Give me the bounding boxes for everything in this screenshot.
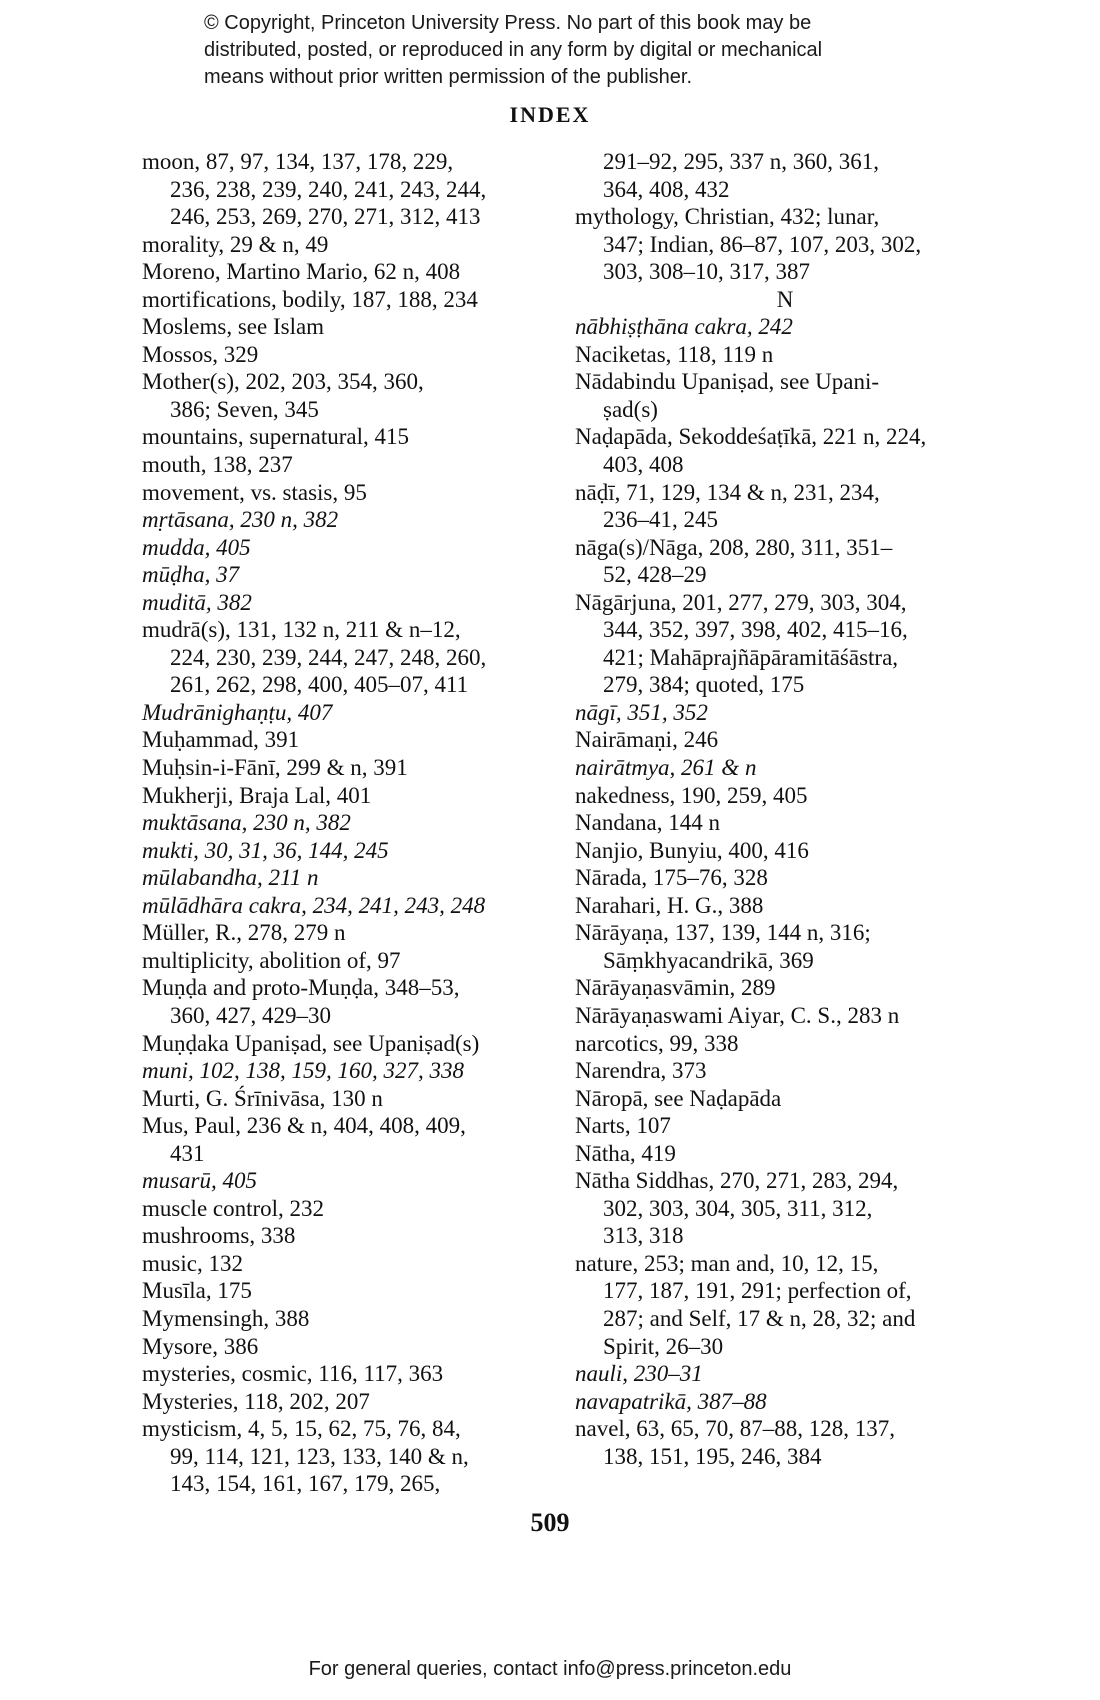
index-entry-line: 403, 408 bbox=[603, 452, 684, 478]
index-entry-line: mūlādhāra cakra, 234, 241, 243, 248 bbox=[142, 892, 486, 918]
index-entry-line: Naciketas, 118, 119 n bbox=[575, 341, 774, 367]
index-entry-line: mushrooms, 338 bbox=[142, 1223, 296, 1249]
index-entry bbox=[575, 726, 995, 754]
index-entry-line: nature, 253; man and, 10, 12, 15, bbox=[575, 1250, 879, 1276]
index-entry-line: Naḍapāda, Sekoddeśaṭīkā, 221 n, 224, bbox=[575, 424, 927, 450]
index-entry bbox=[575, 1250, 995, 1360]
index-entry bbox=[575, 1085, 995, 1113]
index-entry-line: 224, 230, 239, 244, 247, 248, 260, bbox=[170, 644, 487, 670]
index-entry-line: 177, 187, 191, 291; perfection of, bbox=[603, 1278, 912, 1304]
index-entry-line: mysticism, 4, 5, 15, 62, 75, 76, 84, bbox=[142, 1416, 461, 1442]
index-entry bbox=[575, 1057, 995, 1085]
index-entry-line: mysteries, cosmic, 116, 117, 363 bbox=[142, 1361, 444, 1387]
index-entry bbox=[575, 423, 995, 478]
index-entry-line: 431 bbox=[170, 1140, 205, 1166]
index-entry-line: movement, vs. stasis, 95 bbox=[142, 479, 367, 505]
index-entry bbox=[142, 1360, 560, 1388]
index-entry bbox=[575, 1388, 995, 1416]
index-column-left bbox=[142, 148, 560, 1498]
index-entry-line: Mudrānighaṇṭu, 407 bbox=[142, 699, 333, 725]
index-entry bbox=[575, 313, 995, 341]
index-entry bbox=[142, 1195, 560, 1223]
index-entry-line: Nairāmaṇi, 246 bbox=[575, 727, 719, 753]
index-entry-line: nābhiṣṭhāna cakra, 242 bbox=[575, 314, 793, 340]
index-entry bbox=[142, 837, 560, 865]
index-entry bbox=[575, 782, 995, 810]
copyright-line: means without prior written permission of the publisher. bbox=[204, 66, 693, 88]
index-entry bbox=[575, 974, 995, 1002]
index-entry-line: Müller, R., 278, 279 n bbox=[142, 920, 346, 946]
index-entry-line: Mus, Paul, 236 & n, 404, 408, 409, bbox=[142, 1113, 466, 1139]
index-entry-line: morality, 29 & n, 49 bbox=[142, 231, 329, 257]
index-entry bbox=[575, 1167, 995, 1250]
index-entry-line: Nandana, 144 n bbox=[575, 810, 720, 836]
index-entry bbox=[575, 203, 995, 286]
index-entry-line: 236–41, 245 bbox=[603, 507, 718, 533]
index-entry-line: Nātha, 419 bbox=[575, 1140, 676, 1166]
index-entry bbox=[575, 1030, 995, 1058]
index-entry bbox=[575, 1112, 995, 1140]
index-entry-line: Nādabindu Upaniṣad, see Upani- bbox=[575, 369, 880, 395]
index-entry-line: ṣad(s) bbox=[603, 396, 658, 422]
index-entry-line: Nāgārjuna, 201, 277, 279, 303, 304, bbox=[575, 589, 907, 615]
copyright-notice bbox=[204, 10, 924, 91]
index-entry bbox=[142, 1222, 560, 1250]
index-entry-line: muscle control, 232 bbox=[142, 1195, 325, 1221]
copyright-line: © Copyright, Princeton University Press. No part of this book may be bbox=[204, 12, 812, 34]
index-entry bbox=[142, 947, 560, 975]
index-entry bbox=[142, 1167, 560, 1195]
index-entry-line: multiplicity, abolition of, 97 bbox=[142, 947, 401, 973]
index-entry bbox=[575, 148, 995, 203]
index-entry-line: nairātmya, 261 & n bbox=[575, 755, 757, 781]
index-entry-line: 303, 308–10, 317, 387 bbox=[603, 259, 810, 285]
index-entry-line: moon, 87, 97, 134, 137, 178, 229, bbox=[142, 149, 454, 174]
index-entry-line: 364, 408, 432 bbox=[603, 176, 730, 202]
index-entry bbox=[142, 864, 560, 892]
index-entry-line: Nāropā, see Naḍapāda bbox=[575, 1085, 782, 1111]
index-entry bbox=[142, 1030, 560, 1058]
index-entry-line: 360, 427, 429–30 bbox=[170, 1002, 331, 1028]
index-entry-line: Muṇḍaka Upaniṣad, see Upaniṣad(s) bbox=[142, 1030, 480, 1056]
index-entry-line: music, 132 bbox=[142, 1250, 243, 1276]
index-entry bbox=[575, 341, 995, 369]
index-entry bbox=[142, 782, 560, 810]
index-entry bbox=[142, 616, 560, 699]
index-entry-line: Nātha Siddhas, 270, 271, 283, 294, bbox=[575, 1168, 899, 1194]
index-entry-line: 261, 262, 298, 400, 405–07, 411 bbox=[170, 672, 469, 698]
index-entry bbox=[142, 1388, 560, 1416]
index-entry bbox=[142, 231, 560, 259]
index-entry bbox=[142, 1112, 560, 1167]
index-entry bbox=[575, 809, 995, 837]
index-entry bbox=[575, 919, 995, 974]
index-entry-line: mythology, Christian, 432; lunar, bbox=[575, 204, 880, 230]
index-entry bbox=[575, 368, 995, 423]
index-entry bbox=[142, 589, 560, 617]
index-entry bbox=[575, 699, 995, 727]
index-entry bbox=[575, 837, 995, 865]
index-entry-line: 143, 154, 161, 167, 179, 265, bbox=[170, 1471, 441, 1497]
index-entry bbox=[142, 341, 560, 369]
index-entry-line: mṛtāsana, 230 n, 382 bbox=[142, 507, 339, 533]
index-entry bbox=[142, 561, 560, 589]
index-entry-line: 344, 352, 397, 398, 402, 415–16, bbox=[603, 617, 908, 643]
index-entry-line: Murti, G. Śrīnivāsa, 130 n bbox=[142, 1085, 383, 1111]
index-entry-line: 246, 253, 269, 270, 271, 312, 413 bbox=[170, 204, 481, 230]
index-entry-line: navapatrikā, 387–88 bbox=[575, 1388, 767, 1414]
index-entry-line: muni, 102, 138, 159, 160, 327, 338 bbox=[142, 1058, 464, 1084]
index-entry-line: Moreno, Martino Mario, 62 n, 408 bbox=[142, 259, 461, 285]
index-entry bbox=[142, 809, 560, 837]
index-entry bbox=[575, 1415, 995, 1470]
index-entry-line: mūḍha, 37 bbox=[142, 562, 240, 588]
index-entry-line: N bbox=[776, 286, 794, 312]
index-entry-line: nāga(s)/Nāga, 208, 280, 311, 351– bbox=[575, 534, 893, 560]
index-entry bbox=[142, 1250, 560, 1278]
index-entry bbox=[142, 1305, 560, 1333]
index-entry bbox=[575, 534, 995, 589]
index-entry-line: nāḍī, 71, 129, 134 & n, 231, 234, bbox=[575, 479, 880, 505]
index-entry bbox=[575, 589, 995, 699]
index-entry-line: 236, 238, 239, 240, 241, 243, 244, bbox=[170, 176, 487, 202]
index-entry bbox=[142, 368, 560, 423]
index-entry-line: Mukherji, Braja Lal, 401 bbox=[142, 782, 372, 808]
page-number: 509 bbox=[530, 1508, 570, 1537]
index-entry bbox=[142, 258, 560, 286]
index-entry-line: 138, 151, 195, 246, 384 bbox=[603, 1443, 822, 1469]
index-entry bbox=[575, 1002, 995, 1030]
index-entry-line: mudrā(s), 131, 132 n, 211 & n–12, bbox=[142, 617, 461, 643]
index-entry-line: mūlabandha, 211 n bbox=[142, 865, 319, 891]
index-entry-line: 421; Mahāprajñāpāramitāśāstra, bbox=[603, 644, 899, 670]
index-entry bbox=[142, 479, 560, 507]
index-entry bbox=[142, 506, 560, 534]
copyright-line: distributed, posted, or reproduced in any form by digital or mechanical bbox=[204, 39, 823, 61]
index-entry-line: mortifications, bodily, 187, 188, 234 bbox=[142, 286, 478, 312]
index-entry-line: mouth, 138, 237 bbox=[142, 452, 293, 478]
index-entry-line: Moslems, see Islam bbox=[142, 314, 325, 340]
section-letter-heading bbox=[575, 286, 995, 314]
index-entry-line: muktāsana, 230 n, 382 bbox=[142, 810, 351, 836]
index-entry bbox=[142, 1333, 560, 1361]
index-entry-line: Mymensingh, 388 bbox=[142, 1305, 310, 1331]
index-entry bbox=[142, 1415, 560, 1498]
index-entry-line: musarū, 405 bbox=[142, 1168, 258, 1194]
index-entry-line: Spirit, 26–30 bbox=[603, 1333, 724, 1359]
index-entry-line: Mysore, 386 bbox=[142, 1333, 259, 1359]
index-entry-line: narcotics, 99, 338 bbox=[575, 1030, 739, 1056]
index-entry-line: Narts, 107 bbox=[575, 1113, 671, 1139]
index-entry bbox=[142, 423, 560, 451]
index-entry bbox=[142, 286, 560, 314]
index-entry bbox=[142, 1277, 560, 1305]
index-entry-line: 386; Seven, 345 bbox=[170, 396, 319, 422]
index-entry-line: 347; Indian, 86–87, 107, 203, 302, bbox=[603, 231, 922, 257]
index-entry bbox=[575, 1140, 995, 1168]
index-entry bbox=[575, 479, 995, 534]
index-entry bbox=[575, 754, 995, 782]
index-entry bbox=[142, 451, 560, 479]
index-column-right bbox=[575, 148, 995, 1470]
index-entry-line: Mossos, 329 bbox=[142, 341, 259, 367]
index-entry-line: Muṇḍa and proto-Muṇḍa, 348–53, bbox=[142, 975, 460, 1001]
index-entry-line: Narendra, 373 bbox=[575, 1058, 707, 1084]
index-entry-line: Mother(s), 202, 203, 354, 360, bbox=[142, 369, 424, 395]
index-entry-line: Musīla, 175 bbox=[142, 1278, 252, 1304]
index-entry-line: Nārada, 175–76, 328 bbox=[575, 865, 768, 891]
index-entry bbox=[575, 864, 995, 892]
index-entry bbox=[142, 313, 560, 341]
index-entry-line: muditā, 382 bbox=[142, 589, 252, 615]
index-entry-line: Nārāyaṇasvāmin, 289 bbox=[575, 975, 776, 1001]
index-entry-line: 279, 384; quoted, 175 bbox=[603, 672, 805, 698]
index-entry-line: Nārāyaṇa, 137, 139, 144 n, 316; bbox=[575, 920, 871, 946]
index-entry-line: Nārāyaṇaswami Aiyar, C. S., 283 n bbox=[575, 1002, 900, 1028]
index-entry bbox=[142, 699, 560, 727]
index-entry-line: mountains, supernatural, 415 bbox=[142, 424, 410, 450]
running-head: INDEX bbox=[509, 102, 591, 127]
index-entry-line: mukti, 30, 31, 36, 144, 245 bbox=[142, 837, 389, 863]
index-entry-line: Nanjio, Bunyiu, 400, 416 bbox=[575, 837, 809, 863]
index-entry-line: mudda, 405 bbox=[142, 534, 251, 560]
index-entry-line: 313, 318 bbox=[603, 1223, 684, 1249]
index-entry-line: Narahari, H. G., 388 bbox=[575, 892, 764, 918]
index-entry-line: 99, 114, 121, 123, 133, 140 & n, bbox=[170, 1443, 469, 1469]
index-entry bbox=[575, 1360, 995, 1388]
index-entry bbox=[575, 892, 995, 920]
index-entry-line: Sāṃkhyacandrikā, 369 bbox=[603, 947, 814, 973]
index-entry-line: Muḥsin-i-Fānī, 299 & n, 391 bbox=[142, 755, 408, 781]
index-entry-line: Mysteries, 118, 202, 207 bbox=[142, 1388, 370, 1414]
footer-contact: For general queries, contact info@press.princeton.edu bbox=[308, 1658, 792, 1680]
index-entry bbox=[142, 974, 560, 1029]
index-entry-line: navel, 63, 65, 70, 87–88, 128, 137, bbox=[575, 1416, 896, 1442]
index-entry bbox=[142, 754, 560, 782]
index-entry-line: nauli, 230–31 bbox=[575, 1361, 703, 1387]
index-entry-line: nakedness, 190, 259, 405 bbox=[575, 782, 808, 808]
index-entry bbox=[142, 726, 560, 754]
index-entry-line: 287; and Self, 17 & n, 28, 32; and bbox=[603, 1305, 916, 1331]
index-entry-line: 302, 303, 304, 305, 311, 312, bbox=[603, 1195, 873, 1221]
index-entry bbox=[142, 1057, 560, 1085]
index-entry bbox=[142, 148, 560, 231]
index-entry bbox=[142, 1085, 560, 1113]
index-entry bbox=[142, 919, 560, 947]
index-entry-line: 291–92, 295, 337 n, 360, 361, bbox=[603, 149, 879, 174]
index-entry bbox=[142, 534, 560, 562]
index-entry bbox=[142, 892, 560, 920]
index-entry-line: Muḥammad, 391 bbox=[142, 727, 300, 753]
index-entry-line: 52, 428–29 bbox=[603, 562, 707, 588]
index-entry-line: nāgī, 351, 352 bbox=[575, 699, 708, 725]
